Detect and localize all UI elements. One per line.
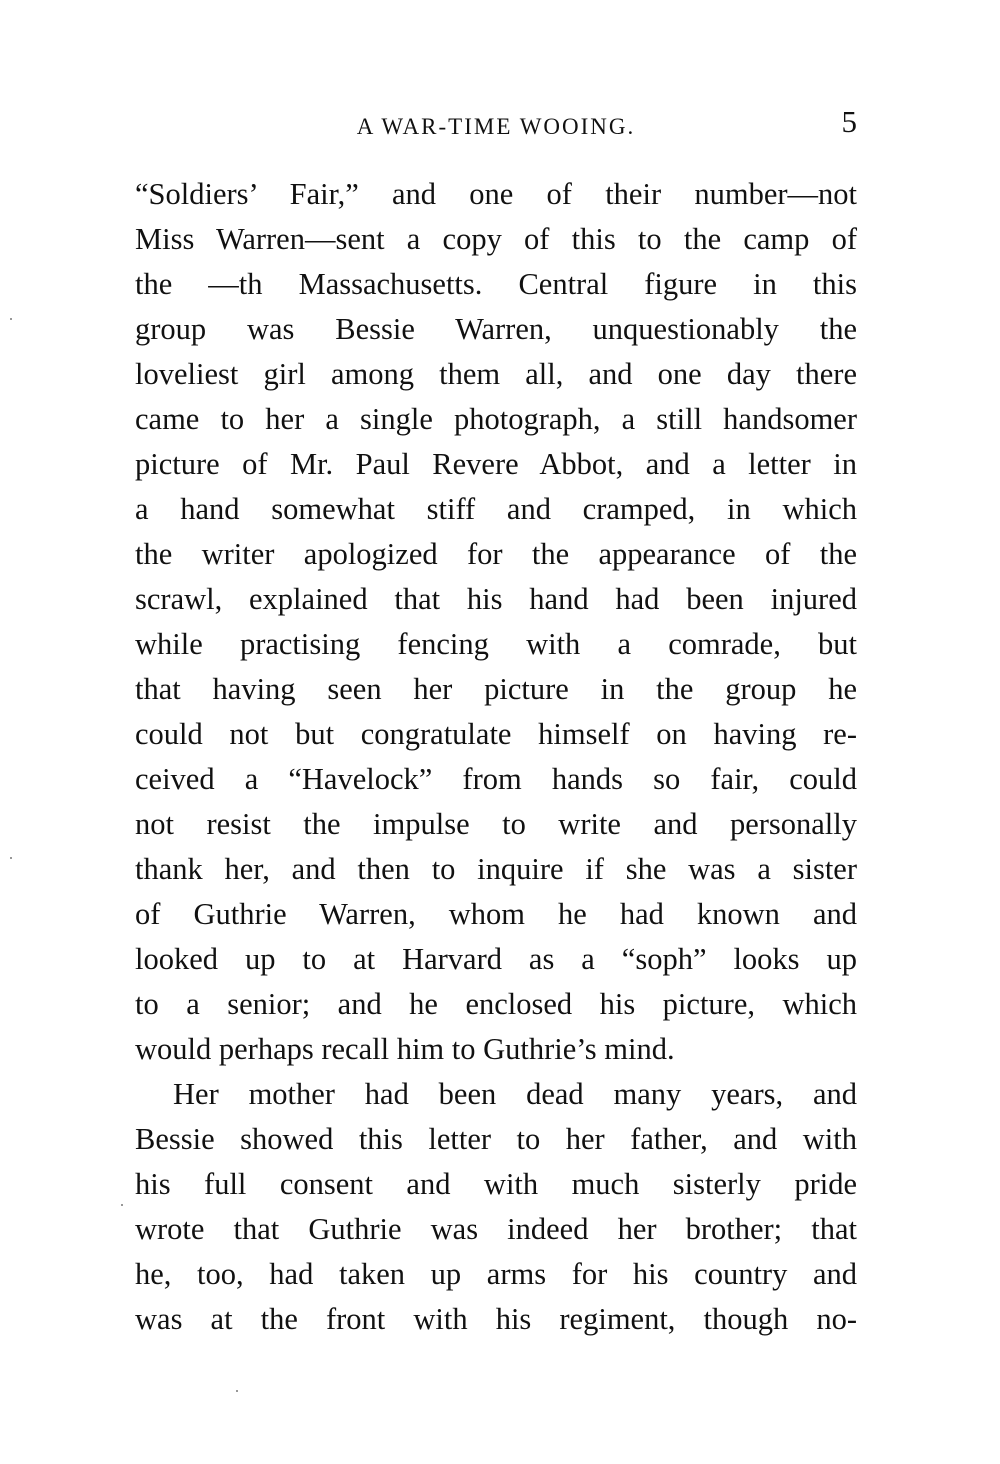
text-line: scrawl, explained that his hand had been injured [135, 582, 857, 616]
text-line: that having seen her picture in the group he [135, 672, 857, 706]
text-line: looked up to at Harvard as a “soph” looks up [135, 942, 857, 976]
print-speck [10, 318, 12, 320]
text-line: loveliest girl among them all, and one day there [135, 357, 857, 391]
text-line: came to her a single photograph, a still handsomer [135, 402, 857, 436]
text-line: while practising fencing with a comrade, but [135, 627, 857, 661]
text-line: group was Bessie Warren, unquestionably the [135, 312, 857, 346]
text-line: his full consent and with much sisterly pride [135, 1167, 857, 1201]
text-line: ceived a “Havelock” from hands so fair, could [135, 762, 857, 796]
text-line: a hand somewhat stiff and cramped, in which [135, 492, 857, 526]
text-line: would perhaps recall him to Guthrie’s mind. [135, 1032, 675, 1066]
text-line: could not but congratulate himself on having re- [135, 717, 857, 751]
text-line: “Soldiers’ Fair,” and one of their number—not [135, 177, 857, 211]
print-speck [10, 857, 12, 859]
text-line: of Guthrie Warren, whom he had known and [135, 897, 857, 931]
running-head [135, 104, 857, 144]
page-number: 5 [841, 104, 857, 139]
print-speck [121, 1204, 123, 1206]
text-line: Bessie showed this letter to her father, and with [135, 1122, 857, 1156]
text-line: wrote that Guthrie was indeed her brother; that [135, 1212, 857, 1246]
text-line: picture of Mr. Paul Revere Abbot, and a letter in [135, 447, 857, 481]
text-line: was at the front with his regiment, though no- [135, 1302, 857, 1336]
running-title: A WAR-TIME WOOING. [356, 114, 636, 139]
print-speck [236, 1390, 238, 1392]
body-text [135, 172, 857, 1342]
text-line: Miss Warren—sent a copy of this to the camp of [135, 222, 857, 256]
text-line: the —th Massachusetts. Central figure in this [135, 267, 857, 301]
text-line: Her mother had been dead many years, and [173, 1077, 857, 1111]
text-line: thank her, and then to inquire if she was a sister [135, 852, 857, 886]
text-line: the writer apologized for the appearance of the [135, 537, 857, 571]
text-line: he, too, had taken up arms for his country and [135, 1257, 857, 1291]
text-line: not resist the impulse to write and personally [135, 807, 857, 841]
text-line: to a senior; and he enclosed his picture, which [135, 987, 857, 1021]
